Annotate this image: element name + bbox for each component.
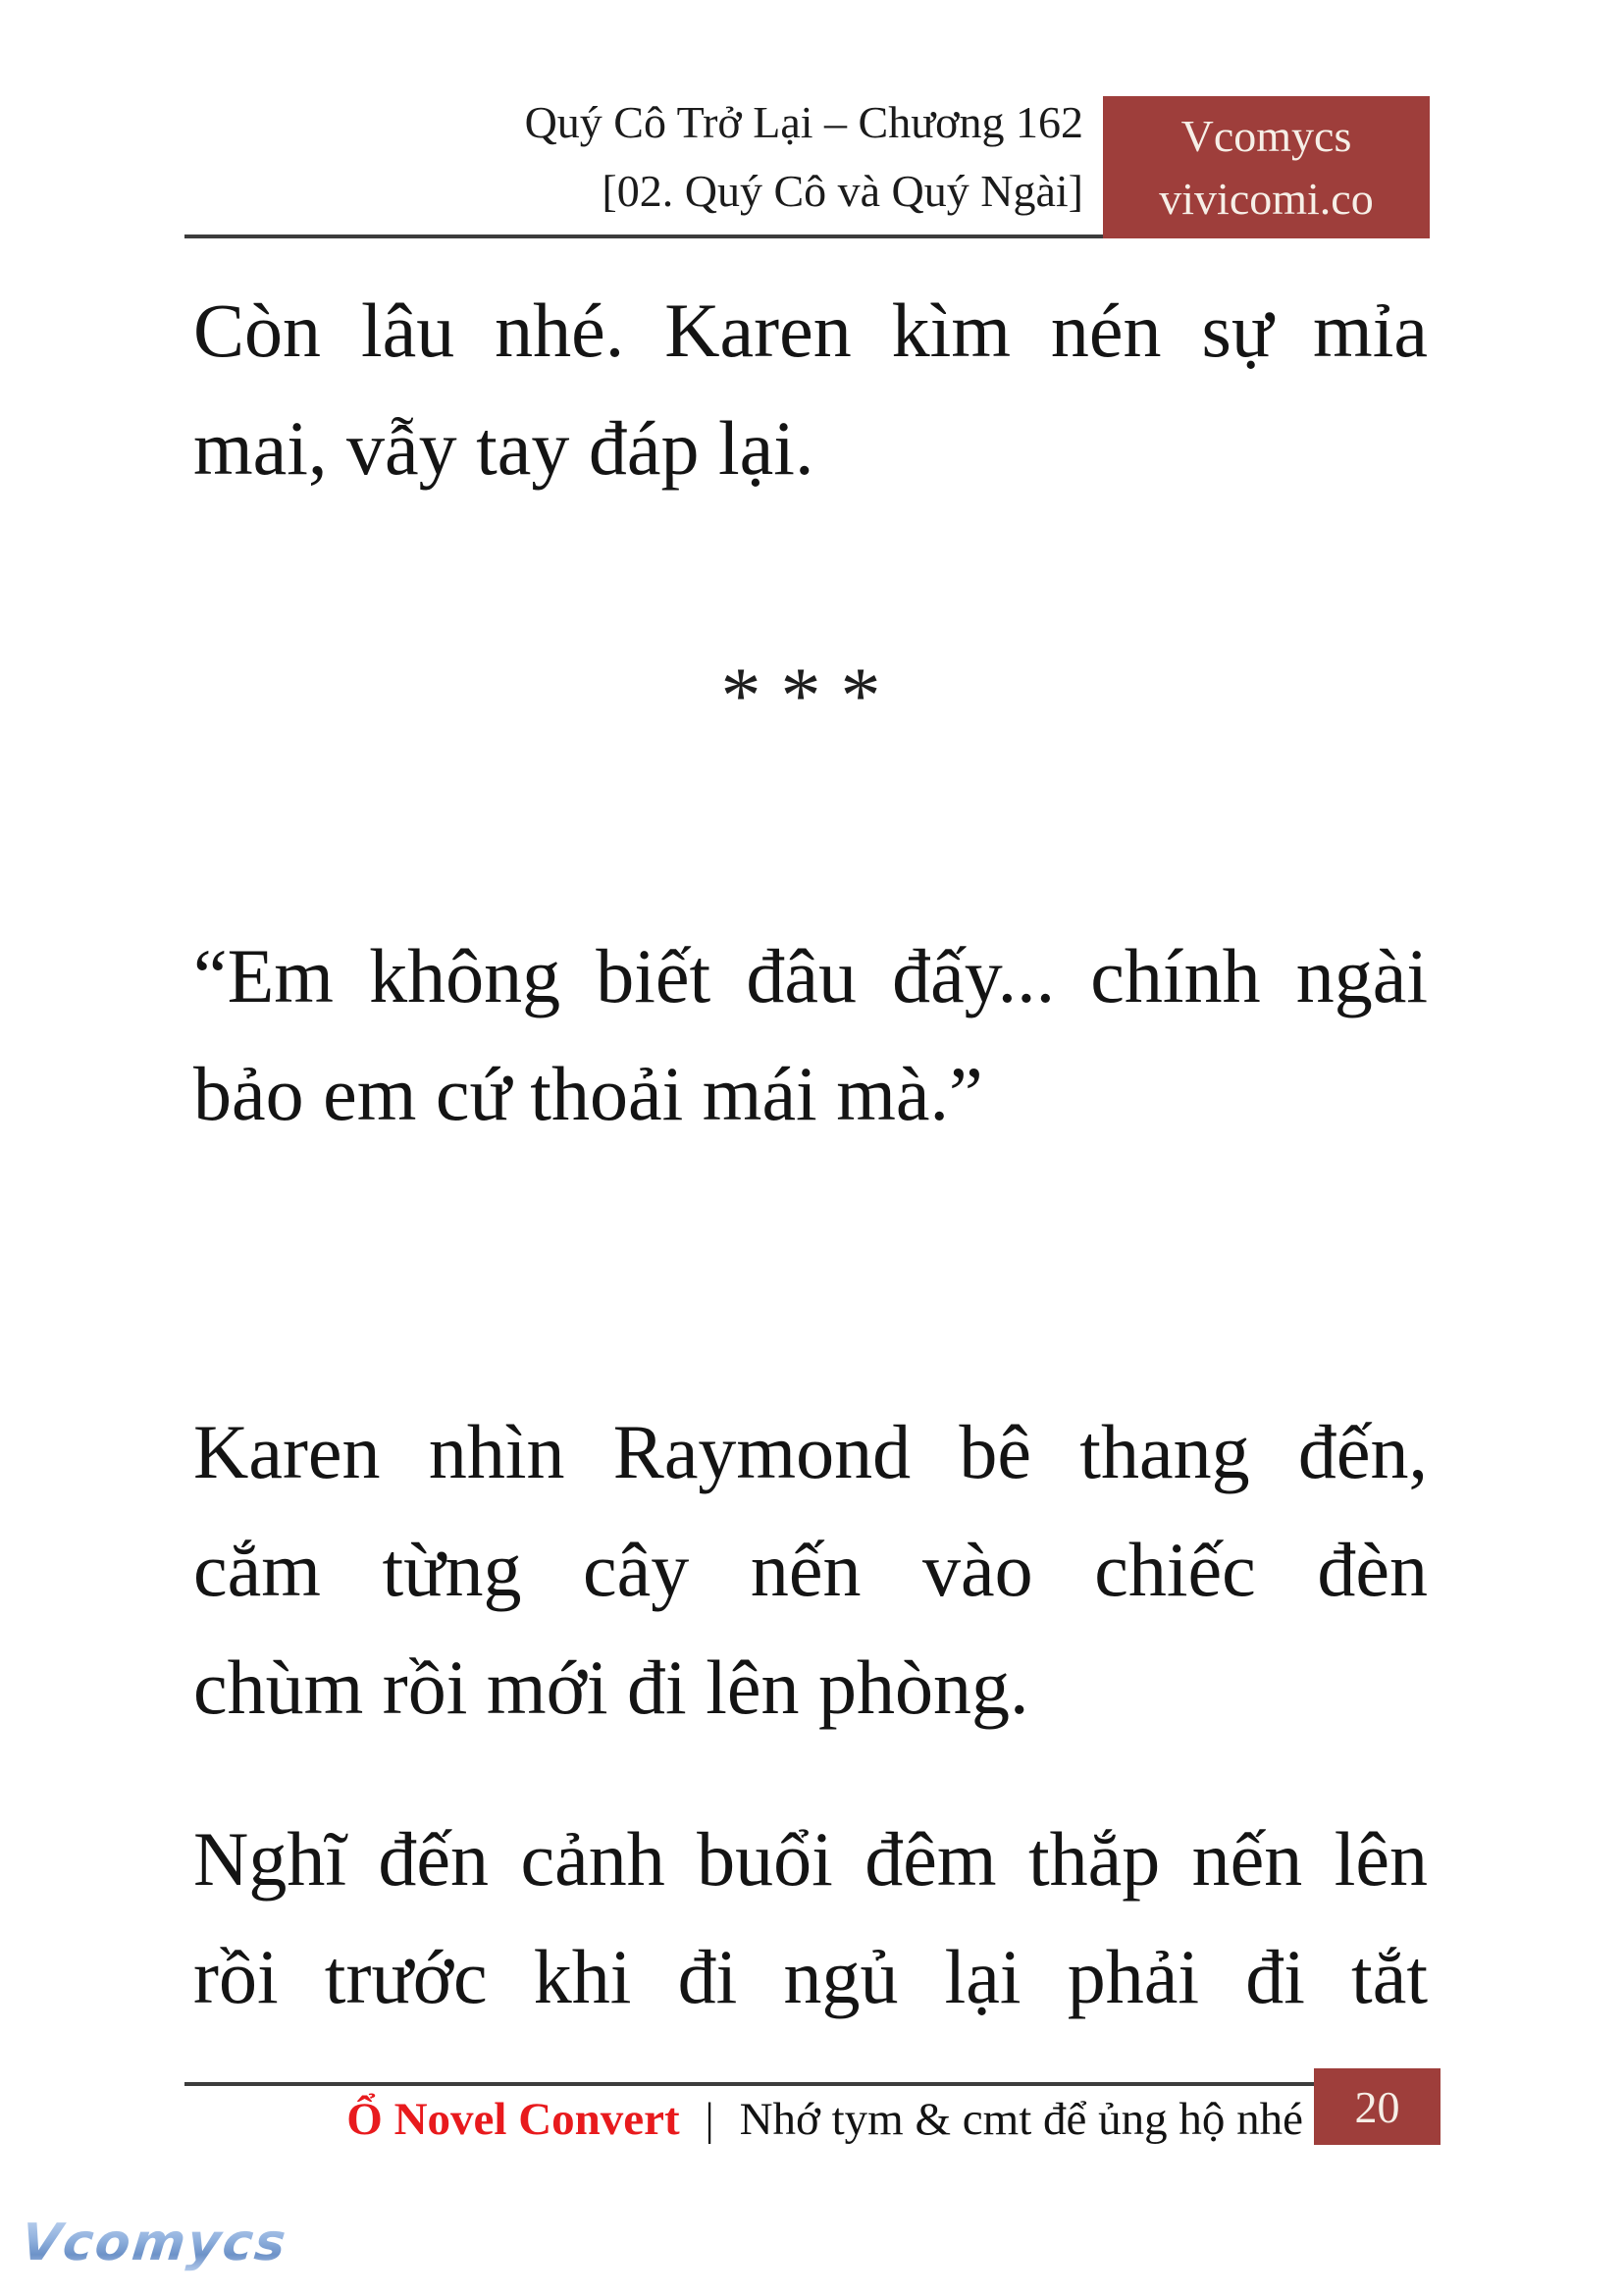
chapter-header <box>525 88 1083 226</box>
paragraph <box>193 1393 1428 1747</box>
paragraph-line: cắm từng cây nến vào chiếc đèn <box>193 1527 1428 1612</box>
publisher-badge <box>1103 96 1430 238</box>
footer-note: Nhớ tym & cmt để ủng hộ nhé <box>739 2094 1303 2145</box>
chapter-subtitle: [02. Quý Cô và Quý Ngài] <box>602 166 1083 216</box>
paragraph <box>193 1800 1428 2036</box>
vcomycs-watermark-logo: Vcomycs <box>18 2214 290 2272</box>
paragraph <box>193 917 1428 1153</box>
footer-credit <box>184 2091 1303 2148</box>
paragraph-line: “Em không biết đâu đấy... chính ngài <box>193 933 1428 1018</box>
chapter-title: Quý Cô Trở Lại – Chương 162 <box>524 97 1083 147</box>
footer-brand: Ổ Novel Convert <box>346 2094 680 2145</box>
paragraph-line: rồi trước khi đi ngủ lại phải đi tắt <box>193 1934 1428 2019</box>
publisher-name: Vcomycs <box>1180 110 1352 161</box>
publisher-site: vivicomi.co <box>1159 173 1374 224</box>
paragraph <box>193 272 1428 507</box>
paragraph-line: chùm rồi mới đi lên phòng. <box>193 1644 1029 1730</box>
paragraph-line: Nghĩ đến cảnh buổi đêm thắp nến lên <box>193 1816 1428 1902</box>
page-number-badge <box>1314 2068 1441 2145</box>
footer-divider-line <box>184 2082 1314 2086</box>
paragraph-line: bảo em cứ thoải mái mà.” <box>193 1051 983 1136</box>
footer-pipe: | <box>705 2094 714 2145</box>
paragraph-line: Karen nhìn Raymond bê thang đến, <box>193 1409 1428 1494</box>
paragraph-line: mai, vẫy tay đáp lại. <box>193 405 814 491</box>
scene-break: *** <box>720 651 901 740</box>
paragraph-line: Còn lâu nhé. Karen kìm nén sự mỉa <box>193 287 1428 373</box>
page-number: 20 <box>1354 2081 1400 2132</box>
